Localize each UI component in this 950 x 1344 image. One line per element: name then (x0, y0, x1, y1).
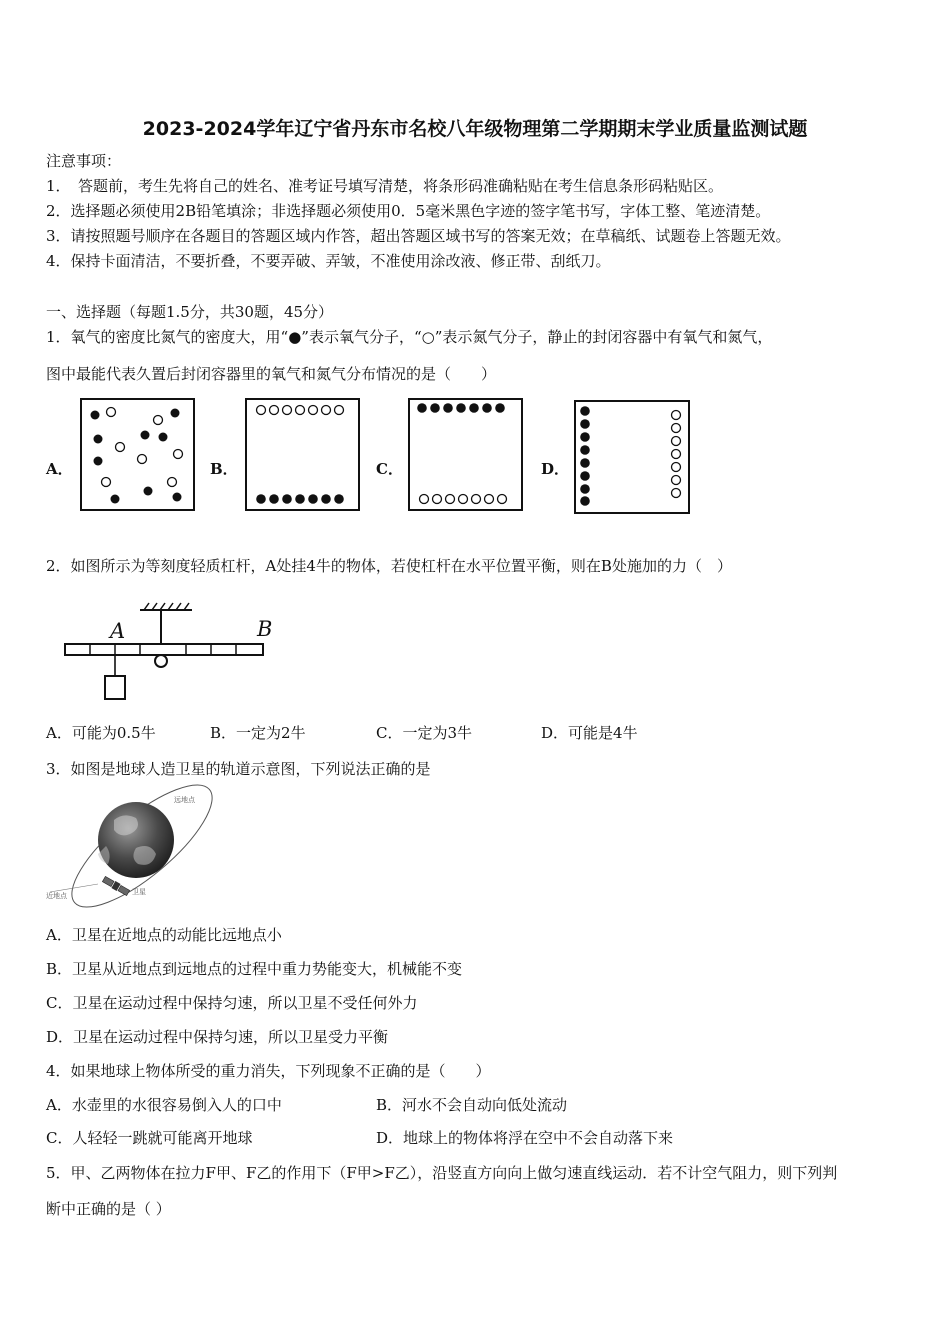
q2-option-b: B．一定为2牛 (210, 724, 306, 742)
q2-option-d: D．可能是4牛 (541, 724, 638, 742)
q2-label-a: A (110, 619, 126, 643)
notice-item-4: 4．保持卡面清洁，不要折叠，不要弄破、弄皱，不准使用涂改液、修正带、刮纸刀。 (46, 252, 611, 270)
q3-satellite-orbit-figure (44, 790, 244, 906)
q3-option-d: D．卫星在运动过程中保持匀速，所以卫星受力平衡 (46, 1028, 389, 1046)
section-heading: 一、选择题（每题1.5分，共30题，45分） (46, 303, 334, 321)
q3-label-perigee: 近地点 (46, 892, 67, 900)
q1-stem-line1: 1．氧气的密度比氮气的密度大，用“●”表示氧气分子，“○”表示氮气分子，静止的封闭容器中有氧气和氮气， (46, 328, 773, 346)
q2-option-a: A．可能为0.5牛 (46, 724, 156, 742)
q5-stem-line1: 5．甲、乙两物体在拉力F甲、F乙的作用下（F甲>F乙），沿竖直方向向上做匀速直线运动．若不计空气阻力，则下列判 (46, 1164, 838, 1182)
q3-label-satellite: 卫星 (132, 888, 146, 896)
q1-figure-b (245, 398, 360, 511)
notice-item-1: 1． 答题前，考生先将自己的姓名、准考证号填写清楚，将条形码准确粘贴在考生信息条形码粘贴区。 (46, 177, 724, 195)
q1-figure-d (574, 400, 690, 514)
q4-option-b: B．河水不会自动向低处流动 (376, 1096, 568, 1114)
q5-stem-line2: 断中正确的是（ ） (46, 1200, 171, 1218)
q2-lever-figure (60, 600, 285, 710)
q1-figure-c (408, 398, 523, 511)
q3-option-c: C．卫星在运动过程中保持匀速，所以卫星不受任何外力 (46, 994, 418, 1012)
q2-stem: 2．如图所示为等刻度轻质杠杆，A处挂4牛的物体，若使杠杆在水平位置平衡，则在B处施加的力（ ） (46, 557, 732, 575)
q4-option-d: D．地球上的物体将浮在空中不会自动落下来 (376, 1129, 674, 1147)
q1-option-d-label: D． (541, 460, 570, 478)
q4-option-a: A．水壶里的水很容易倒入人的口中 (46, 1096, 282, 1114)
q4-stem: 4．如果地球上物体所受的重力消失，下列现象不正确的是（ ） (46, 1062, 491, 1080)
notice-heading: 注意事项： (46, 152, 122, 170)
q3-label-apogee: 远地点 (174, 796, 195, 804)
q2-label-b: B (257, 617, 273, 641)
q1-option-a-label: A． (46, 460, 73, 478)
q3-option-b: B．卫星从近地点到远地点的过程中重力势能变大，机械能不变 (46, 960, 463, 978)
q3-option-a: A．卫星在近地点的动能比远地点小 (46, 926, 282, 944)
q1-figure-a (80, 398, 195, 511)
q2-option-c: C．一定为3牛 (376, 724, 473, 742)
notice-item-3: 3．请按照题号顺序在各题目的答题区域内作答，超出答题区域书写的答案无效；在草稿纸、试题卷上答题无效。 (46, 227, 791, 245)
q1-stem-line2: 图中最能代表久置后封闭容器里的氧气和氮气分布情况的是（ ） (46, 365, 497, 383)
page-title: 2023-2024学年辽宁省丹东市名校八年级物理第二学期期末学业质量监测试题 (142, 118, 808, 140)
q1-option-c-label: C． (376, 460, 403, 478)
q1-option-b-label: B． (210, 460, 238, 478)
notice-item-2: 2．选择题必须使用2B铅笔填涂；非选择题必须使用0．5毫米黑色字迹的签字笔书写，字体工整、笔迹清楚。 (46, 202, 771, 220)
q4-option-c: C．人轻轻一跳就可能离开地球 (46, 1129, 253, 1147)
q3-stem: 3．如图是地球人造卫星的轨道示意图，下列说法正确的是 (46, 760, 431, 778)
